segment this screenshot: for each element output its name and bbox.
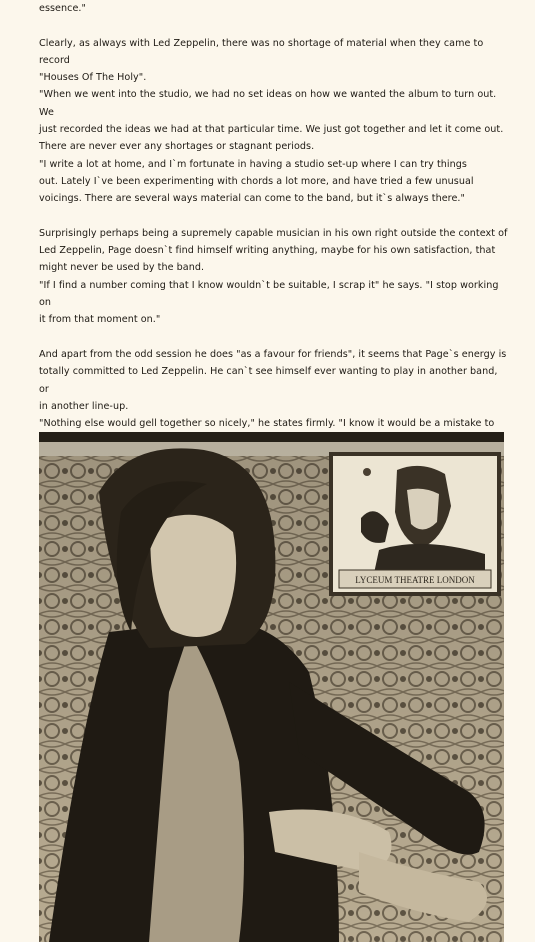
text-line: voicings. There are several ways material can come to the band, but it`s always there." [39, 193, 465, 205]
text-line: might never be used by the band. [39, 262, 205, 274]
text-line: "Nothing else would gell together so nicely," he states firmly. "I know it would be a mistake to [39, 418, 495, 430]
article-photo [39, 432, 504, 942]
paragraph-gap [39, 208, 509, 225]
text-line: it from that moment on." [39, 314, 161, 326]
text-line: Clearly, as always with Led Zeppelin, there was no shortage of material when they came to record [39, 37, 484, 66]
text-line: in another line-up. [39, 400, 129, 412]
text-line: totally committed to Led Zeppelin. He can`t see himself ever wanting to play in another band, or [39, 366, 498, 395]
text-line: Surprisingly perhaps being a supremely capable musician in his own right outside the context of [39, 227, 508, 239]
text-line: "I write a lot at home, and I`m fortunate in having a studio set-up where I can try things [39, 158, 467, 170]
paragraph-gap [39, 329, 509, 346]
text-line: "Houses Of The Holy". [39, 72, 147, 84]
text-line: just recorded the ideas we had at that particular time. We just got together and let it come out. [39, 124, 504, 136]
article-text [39, 0, 509, 484]
text-line: Led Zeppelin, Page doesn`t find himself writing anything, maybe for his own satisfaction, that [39, 245, 496, 257]
text-line: There are never ever any shortages or stagnant periods. [39, 141, 315, 153]
text-line: And apart from the odd session he does "as a favour for friends", it seems that Page`s energy is [39, 348, 507, 360]
poster-caption: LYCEUM THEATRE LONDON [355, 575, 475, 585]
text-line: essence." [39, 3, 86, 14]
paragraph-gap [39, 17, 509, 34]
text-line: "When we went into the studio, we had no set ideas on how we wanted the album to turn out. We [39, 89, 497, 118]
text-line: "If I find a number coming that I know wouldn`t be suitable, I scrap it" he says. "I stop working on [39, 279, 499, 309]
poster [331, 454, 499, 594]
text-line: out. Lately I`ve been experimenting with chords a lot more, and have tried a few unusual [39, 175, 474, 187]
